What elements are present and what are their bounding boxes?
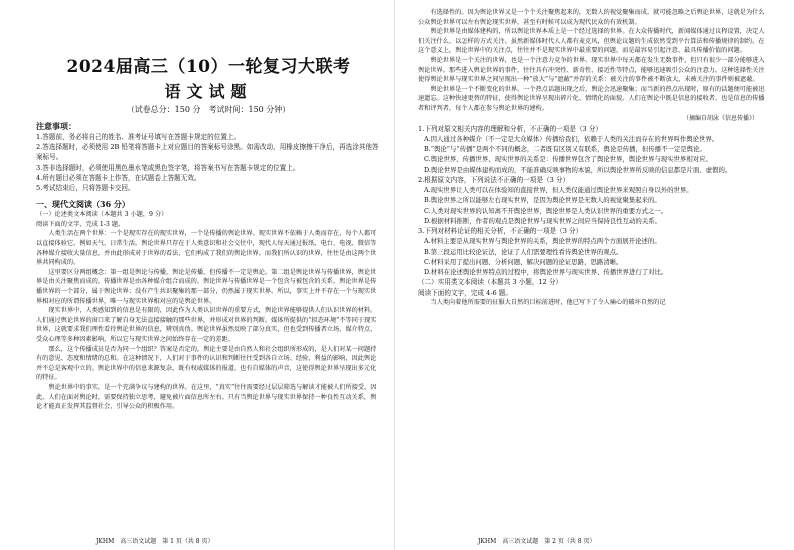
question-option: A.因人通过各种媒介（不一定是大众媒体）传播给我们，依赖于人类的关注而存在的世界叫作舆论世界。 [424,134,719,143]
notice-item: 5.考试结束后，只将答题卡交回。 [36,184,135,193]
notice-item: 3.答非选择题时，必须使用黑色墨水笔或黑色签字笔，将答案书写在答题卡规定的位置上。 [36,163,300,172]
question-option: B.舆论世界之所以能够左右现实世界，是因为舆论世界是无数人的视觉聚集起来的。 [424,196,661,205]
exam-meta: （试卷总分：150 分 考试时间：150 分钟） [126,105,291,114]
question-stem: 2.根据原文内容，下列说法不正确的一项是（3 分） [418,175,570,184]
question-option: C.材料采用了提出问题、分析问题、解决问题的论证思路，思路清晰。 [424,257,623,266]
passage-paragraph: 舆论世界是一个不断变化的世界。一个热点话题出现之后，舆论会迅速聚集；而当新的热点出现时，原有的话题便可能被迅速遗忘。这种快速更替的特征，使得舆论世界呈现出碎片化、情绪化的面貌。人们在舆论中既是信息的接收者，也是信息的传播者和评判者，每个人都在参与舆论世界的建构。 [418,85,765,112]
passage-paragraph: 现实世界中，人类感知到的信息是有限的，因此作为人类认识世界的重要方式，舆论世界能够提供人们认识世界的材料。人们通过舆论世界的窗口来了解自身无法直接接触的那些世界，并形成对世界的判断。媒体所提供的“拟态环境”不等同于现实世界，这就要求我们理性看待舆论世界的信息，辨别真伪。舆论世界虽然反映了部分真实，但也受到传播者立场、媒介特点、受众心理等多种因素影响，所以它与现实世界之间始终存在一定的差距。 [36,307,377,343]
question-option: B.“舆论”与“传播”是两个不同的概念，二者既有区别又有联系，舆论是传播，但传播不一定是舆论。 [424,145,706,154]
page-divider [394,0,395,550]
question-stem: 3.下列对材料论证的相关分析，不正确的一项是（3 分） [418,226,583,235]
passage-source: （摘编自胡泳《信息传播》） [682,114,758,122]
question-option: A.现实世界让人类可以在体验知的直接世界，但人类仅能通过舆论世界来观照自身以外的世界。 [424,186,693,195]
notice-item: 1.答题前，务必将自己的姓名、准考证号填写在答题卡规定的位置上。 [36,133,241,141]
notice-item: 2.答选择题时，必须使用 2B 铅笔将答题卡上对应题目的答案标号涂黑。如需改动，用橡皮擦擦干净后，再选涂其他答案标号。 [36,143,379,162]
notice-heading: 注意事项： [36,121,76,131]
passage-paragraph: 人类生活在两个世界：一个是现实存在的现实世界，一个是传播的舆论世界。现实世界不依赖于人类而存在，每个人都可以直接体验它，例如天气、日常生活。舆论世界只存在于人类意识和社会交往中，现代人每天通过报纸、电台、电视、微信等各种媒介接收大量信息，并由此形成对于世界的看法，它们构成了我们的舆论世界。而我们所认识的世界，往往是由这两个世界共同构成的。 [36,230,377,267]
footer-left: JKHM 高三语文试题 第 1 页（共 8 页） [96,538,214,545]
exam-subtitle: 语文试题 [164,82,253,101]
question-option: D.根据材料推断，作者的观点是舆论世界与现实世界之间应当保持良性互动的关系。 [424,216,661,225]
question-option: C.舆论世界、传播世界、现实世界的关系是：传播世界包含了舆论世界，舆论世界与现实世界相对应。 [424,155,712,164]
passage-paragraph: 有选择性的。因为舆论世界又是一个个关注聚焦起来的，无数人的视觉聚集而成，就可能忽略之后舆论世界，这就是为什么公众舆论世界可以左右舆论现实世界，甚至有时候可以成为现代民众的有效机制。 [418,9,765,26]
passage-paragraph: 舆论世界是一个关注的世界，也是一个注意力竞争的世界。现实世界中每天都在发生无数事件，但只有很少一部分能够进入舆论世界。那些进入舆论世界的事件，往往具有冲突性、新奇性、接近性等特点，能够迅速吸引公众的注意力。这种选择性关注使得舆论世界与现实世界之间呈现出一种“放大”与“遮蔽”并存的关系：被关注的事件被不断放大，未被关注的事件则被遮蔽。 [418,56,765,84]
section-instruction: 阅读下面的文字，完成 1-3 题。 [36,220,125,228]
question-option: D.舆论世界是由媒体建构而成的，不能准确反映事物的本貌，所以舆论世界所反映的信息都是片面、虚假的。 [424,165,732,174]
question-option: C.人类对现实世界的认知离不开舆论世界，舆论世界是人类认识世界的重要方式之一。 [424,206,668,215]
right-column [418,8,768,530]
passage-paragraph: 那么，这个传播成员是否为同一个组织？答案是否定的。舆论主要是由自然人和社会组织所形成的，是人们对某一问题持有的意见、态度和情绪的总和。在这种情况下，人们对于事件的认识和判断往往受到各自立场、经验、利益的影响，因此舆论并不总是客观中立的。舆论世界中的信息来源复杂，既有权威媒体的报道，也有自媒体的声音，这使得舆论世界呈现出多元化的特征。 [36,345,377,382]
section-subheading: （一）论述类文本阅读（本题共 3 小题，9 分） [36,211,168,219]
passage-paragraph: 当人类向着他所需要的征服大自然的目标前进时，他已写下了令人痛心的破坏自然的记 [430,299,666,306]
passage-paragraph: 这里要区分两组概念：第一组是舆论与传播，舆论是传播，但传播不一定是舆论。第二组是舆论世界与传播世界，舆论世界是由关注聚焦而成的，传播世界是由各种媒介组合而成的。舆论世界与传播世界是一个包含与被包含的关系，舆论世界是传播世界的一个部分，属于舆论世界；没有产生共识聚集的那一部分，仍然属于现实世界。所以，事实上并不存在一个与现实世界相对应的所谓传播世界，唯一与现实世界相对应的是舆论世界。 [36,268,377,305]
exam-title: 2024届高三（10）一轮复习大联考 [66,57,351,77]
passage-paragraph: 舆论世界中的事实，是一个充满争议与建构的世界。在这里，“真实”往往需要经过层层筛选与解读才能被人们所接受。因此，人们在面对舆论时，需要保持独立思考，避免被片面信息所左右。只有当舆论世界与现实世界保持一种良性互动关系，舆论才能真正发挥其监督社会、引导公众的积极作用。 [36,383,377,411]
left-column [36,8,381,530]
question-option: B.第三段运用比较论证法，论证了人们需要理性看待舆论世界的观点。 [424,247,623,256]
footer-right: JKHM 高三语文试题 第 2 页（共 8 页） [478,538,596,545]
section-subheading: （二）实用类文本阅读（本题共 3 小题，12 分） [418,278,563,287]
question-option: D.材料在论述舆论世界特点的过程中，将舆论世界与现实世界、传播世界进行了对比。 [424,267,668,276]
section-instruction: 阅读下面的文字，完成 4-6 题。 [418,288,512,297]
question-option: A.材料主要是从现实世界与舆论世界的关系，舆论世界的特点两个方面展开论述的。 [424,237,661,246]
notice-item: 4.所有题目必须在答题卡上作答，在试题卷上答题无效。 [36,173,201,182]
question-stem: 1.下列对原文相关内容的理解和分析，不正确的一项是（3 分） [418,124,603,133]
section-heading: 一、现代文阅读（36 分） [36,199,130,210]
passage-paragraph: 舆论世界是由媒体建构的，所以舆论世界本质上是一个经过选择的世界。在大众传播时代，新闻媒体通过议程设置，决定人们关注什么、以怎样的方式关注。虽然新媒体时代人人都有麦克风，但舆论议题的生成依然受到平台算法和传播规律的制约。在这个意义上，舆论世界中的关注点，往往并不是现实世界中最重要的问题，而是最容易引起注意、最具传播价值的问题。 [418,28,765,55]
